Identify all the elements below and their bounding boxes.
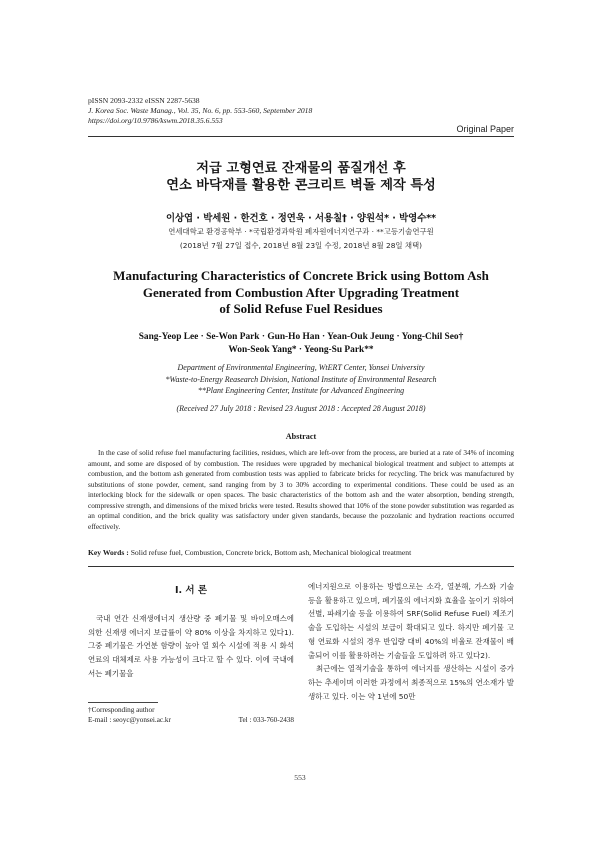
affiliation-1: Department of Environmental Engineering, WtERT Center, Yonsei University: [177, 363, 425, 372]
section-heading-introduction: I. 서 론: [174, 585, 208, 596]
keywords-list: Solid refuse fuel, Combustion, Concrete brick, Bottom ash, Mechanical biological treatment: [130, 548, 412, 557]
issn-line: pISSN 2093-2332 eISSN 2287-5638: [88, 96, 200, 105]
affiliation-2: *Waste-to-Energy Reasearch Division, National Institute of Environmental Research: [165, 374, 437, 384]
footnote-label: †Corresponding author: [88, 706, 155, 714]
english-title-line-1: Manufacturing Characteristics of Concrete Brick using Bottom Ash: [113, 268, 489, 283]
english-authors-line-1: Sang-Yeop Lee · Se-Won Park · Gun-Ho Han · Yean-Ouk Jeung · Yong-Chil Seo†: [138, 332, 464, 342]
english-title-line-3: of Solid Refuse Fuel Residues: [219, 301, 383, 316]
english-title: [88, 268, 514, 318]
page-number: 553: [294, 773, 306, 782]
intro-paragraph-2: 에너지원으로 이용하는 방법으로는 소각, 열분해, 가스화 기술 등을 활용하고 있으며, 폐기물의 에너지화 효율을 높이기 위하여 선별, 파쇄기술 등을 이용하여 SRF(Solid Refuse Fuel) 제조기술을 도입하는 시설의 보급이 확대되고 있다. 하지만 폐기물 고형 연료화 시설의 경우 반입량 대비 40%의 비율로 잔재물이 배출되어 이를 활용하려는 기술들을 도입하려 하고 있다2).: [308, 582, 514, 660]
english-authors: [88, 331, 514, 357]
left-column: [88, 612, 294, 681]
right-column: [308, 580, 514, 703]
english-affiliations: [88, 362, 514, 397]
footnote-tel: Tel : 033-760-2438: [238, 716, 294, 724]
abstract-heading: Abstract: [285, 432, 317, 441]
intro-paragraph-1: 국내 연간 신재생에너지 생산량 중 폐기물 및 바이오매스에 의한 신재생 에너지 보급률이 약 80% 이상을 차지하고 있다1). 그중 폐기물은 가연분 함량이 높아 열 회수 시설에 적용 시 화석연료의 대체제로 사용 가능성이 크다고 할 수 있다. 이에 국내에서는 폐기물을: [88, 614, 294, 678]
abstract-rule: [88, 566, 514, 567]
keywords-label: Key Words :: [88, 548, 129, 557]
footnote-rule: [88, 702, 158, 703]
header-rule: [88, 136, 514, 137]
korean-dates: (2018년 7월 27일 접수, 2018년 8월 23일 수정, 2018년 8월 28일 채택): [179, 241, 423, 250]
keywords: [88, 548, 514, 557]
english-dates: (Received 27 July 2018 : Revised 23 August 2018 : Accepted 28 August 2018): [176, 404, 426, 413]
journal-header: [88, 96, 312, 127]
korean-authors: 이상엽 · 박세원 · 한건호 · 정연욱 · 서용칠† · 양원석* · 박영수**: [165, 213, 437, 224]
affiliation-3: **Plant Engineering Center, Institute for Advanced Engineering: [197, 386, 405, 396]
korean-title: [88, 160, 514, 194]
korean-title-line-2: 연소 바닥재를 활용한 콘크리트 벽돌 제작 특성: [166, 178, 436, 193]
korean-title-line-1: 저급 고형연료 잔재물의 품질개선 후: [196, 161, 406, 176]
english-authors-line-2: Won-Seok Yang* · Yeong-Su Park**: [228, 345, 374, 355]
abstract-text: In the case of solid refuse fuel manufacturing facilities, residues, which are left-over from the process, are buried at a rate of 34% of incoming amount, and some are disposed of by combustion. The residues were upgraded by mechanical biological treatment and subject to attempts at combustion, and the bottom ash generated from combustion tests was applied to fabricate bricks for recycling. The brick was manufactured by substitutions of stone powder, cement, sand ranging from by 3 to 30% according to experimental conditions. These could be used as an interlocking block for the sidewalk or open spaces. The basic characteristics of the bottom ash and the water absorption, bending strength, compressive strength, and dimensions of the mixed bricks were tested. Results showed that 10% of the stone powder substitution was regarded as an optimal condition, and the brick quality was satisfactory under given standards, because the pozzolanic and hydration reactions occurred effectively.: [88, 449, 514, 531]
journal-citation: J. Korea Soc. Waste Manag., Vol. 35, No. 6, pp. 553-560, September 2018: [88, 106, 313, 116]
korean-affiliations: 연세대학교 환경공학부 · *국립환경과학원 폐자원에너지연구과 · **고등기술연구원: [168, 227, 434, 236]
footnote: [88, 705, 294, 725]
article-type-label: Original Paper: [456, 124, 514, 134]
footnote-email[interactable]: E-mail : seoyc@yonsei.ac.kr: [88, 716, 171, 724]
intro-paragraph-3: 최근에는 열적기술을 통하여 에너지를 생산하는 시설이 증가하는 추세이며 이러한 과정에서 최종적으로 15%의 연소재가 발생하고 있다. 이는 약 1년에 50만: [308, 664, 514, 701]
doi-link[interactable]: https://doi.org/10.9786/kswm.2018.35.6.553: [88, 116, 223, 126]
english-title-line-2: Generated from Combustion After Upgrading Treatment: [142, 284, 460, 300]
